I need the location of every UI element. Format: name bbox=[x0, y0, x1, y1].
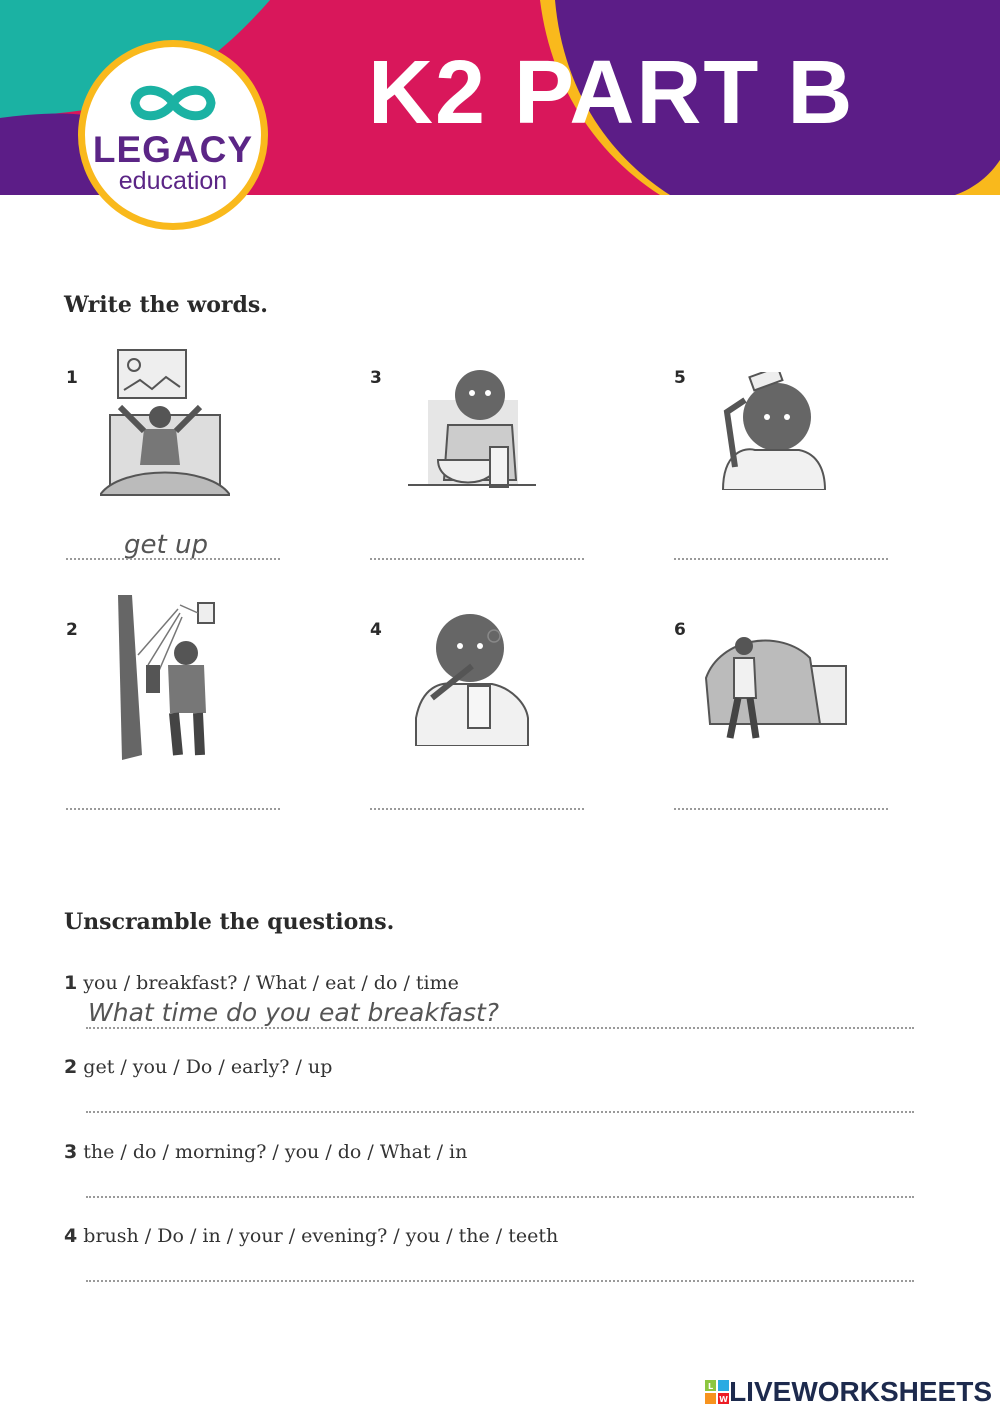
item-number-1: 1 bbox=[66, 368, 78, 388]
logo-line1: LEGACY bbox=[92, 129, 254, 170]
question-number-2: 2 bbox=[64, 1056, 78, 1078]
infinity-icon bbox=[127, 81, 219, 125]
question-1 bbox=[64, 972, 459, 994]
question-answer-line-3[interactable] bbox=[86, 1196, 914, 1198]
section2-heading: Unscramble the questions. bbox=[64, 909, 395, 935]
question-2 bbox=[64, 1056, 332, 1078]
legacy-logo bbox=[78, 40, 268, 230]
badge-letter-l: L bbox=[708, 1382, 714, 1391]
section1-heading: Write the words. bbox=[64, 292, 268, 318]
question-number-3: 3 bbox=[64, 1141, 78, 1163]
logo-line2: education bbox=[118, 167, 228, 195]
liveworksheets-badge-icon bbox=[705, 1380, 729, 1404]
answer-line-1[interactable] bbox=[66, 558, 280, 560]
question-answer-1: What time do you eat breakfast? bbox=[88, 998, 500, 1027]
liveworksheets-brand: LIVEWORKSHEETS bbox=[729, 1376, 992, 1407]
boy-combing-hair-illustration bbox=[715, 372, 827, 490]
answer-line-3[interactable] bbox=[370, 558, 584, 560]
question-words-3: the / do / morning? / you / do / What / in bbox=[83, 1141, 468, 1163]
question-3 bbox=[64, 1141, 467, 1163]
item-number-4: 4 bbox=[370, 620, 382, 640]
item-number-3: 3 bbox=[370, 368, 382, 388]
answer-line-2[interactable] bbox=[66, 808, 280, 810]
boy-eating-breakfast-illustration bbox=[408, 365, 536, 500]
boy-brushing-teeth-illustration bbox=[412, 608, 532, 746]
answer-line-5[interactable] bbox=[674, 558, 888, 560]
item-number-5: 5 bbox=[674, 368, 686, 388]
question-answer-line-4[interactable] bbox=[86, 1280, 914, 1282]
question-number-4: 4 bbox=[64, 1225, 78, 1247]
boy-making-bed-illustration bbox=[700, 628, 852, 746]
question-answer-line-2[interactable] bbox=[86, 1111, 914, 1113]
question-words-2: get / you / Do / early? / up bbox=[83, 1056, 333, 1078]
boy-getting-up-illustration bbox=[100, 345, 230, 503]
answer-line-6[interactable] bbox=[674, 808, 888, 810]
badge-letter-w: W bbox=[719, 1395, 728, 1404]
question-words-1: you / breakfast? / What / eat / do / time bbox=[83, 972, 459, 994]
question-4 bbox=[64, 1225, 558, 1247]
item-number-6: 6 bbox=[674, 620, 686, 640]
boy-taking-shower-illustration bbox=[118, 595, 218, 763]
answer-1: get up bbox=[124, 530, 208, 560]
question-number-1: 1 bbox=[64, 972, 78, 994]
item-number-2: 2 bbox=[66, 620, 78, 640]
question-words-4: brush / Do / in / your / evening? / you / the / teeth bbox=[83, 1225, 559, 1247]
question-answer-line-1[interactable] bbox=[86, 1027, 914, 1029]
liveworksheets-footer bbox=[705, 1376, 992, 1408]
answer-line-4[interactable] bbox=[370, 808, 584, 810]
page-title: K2 PART B bbox=[368, 43, 855, 143]
